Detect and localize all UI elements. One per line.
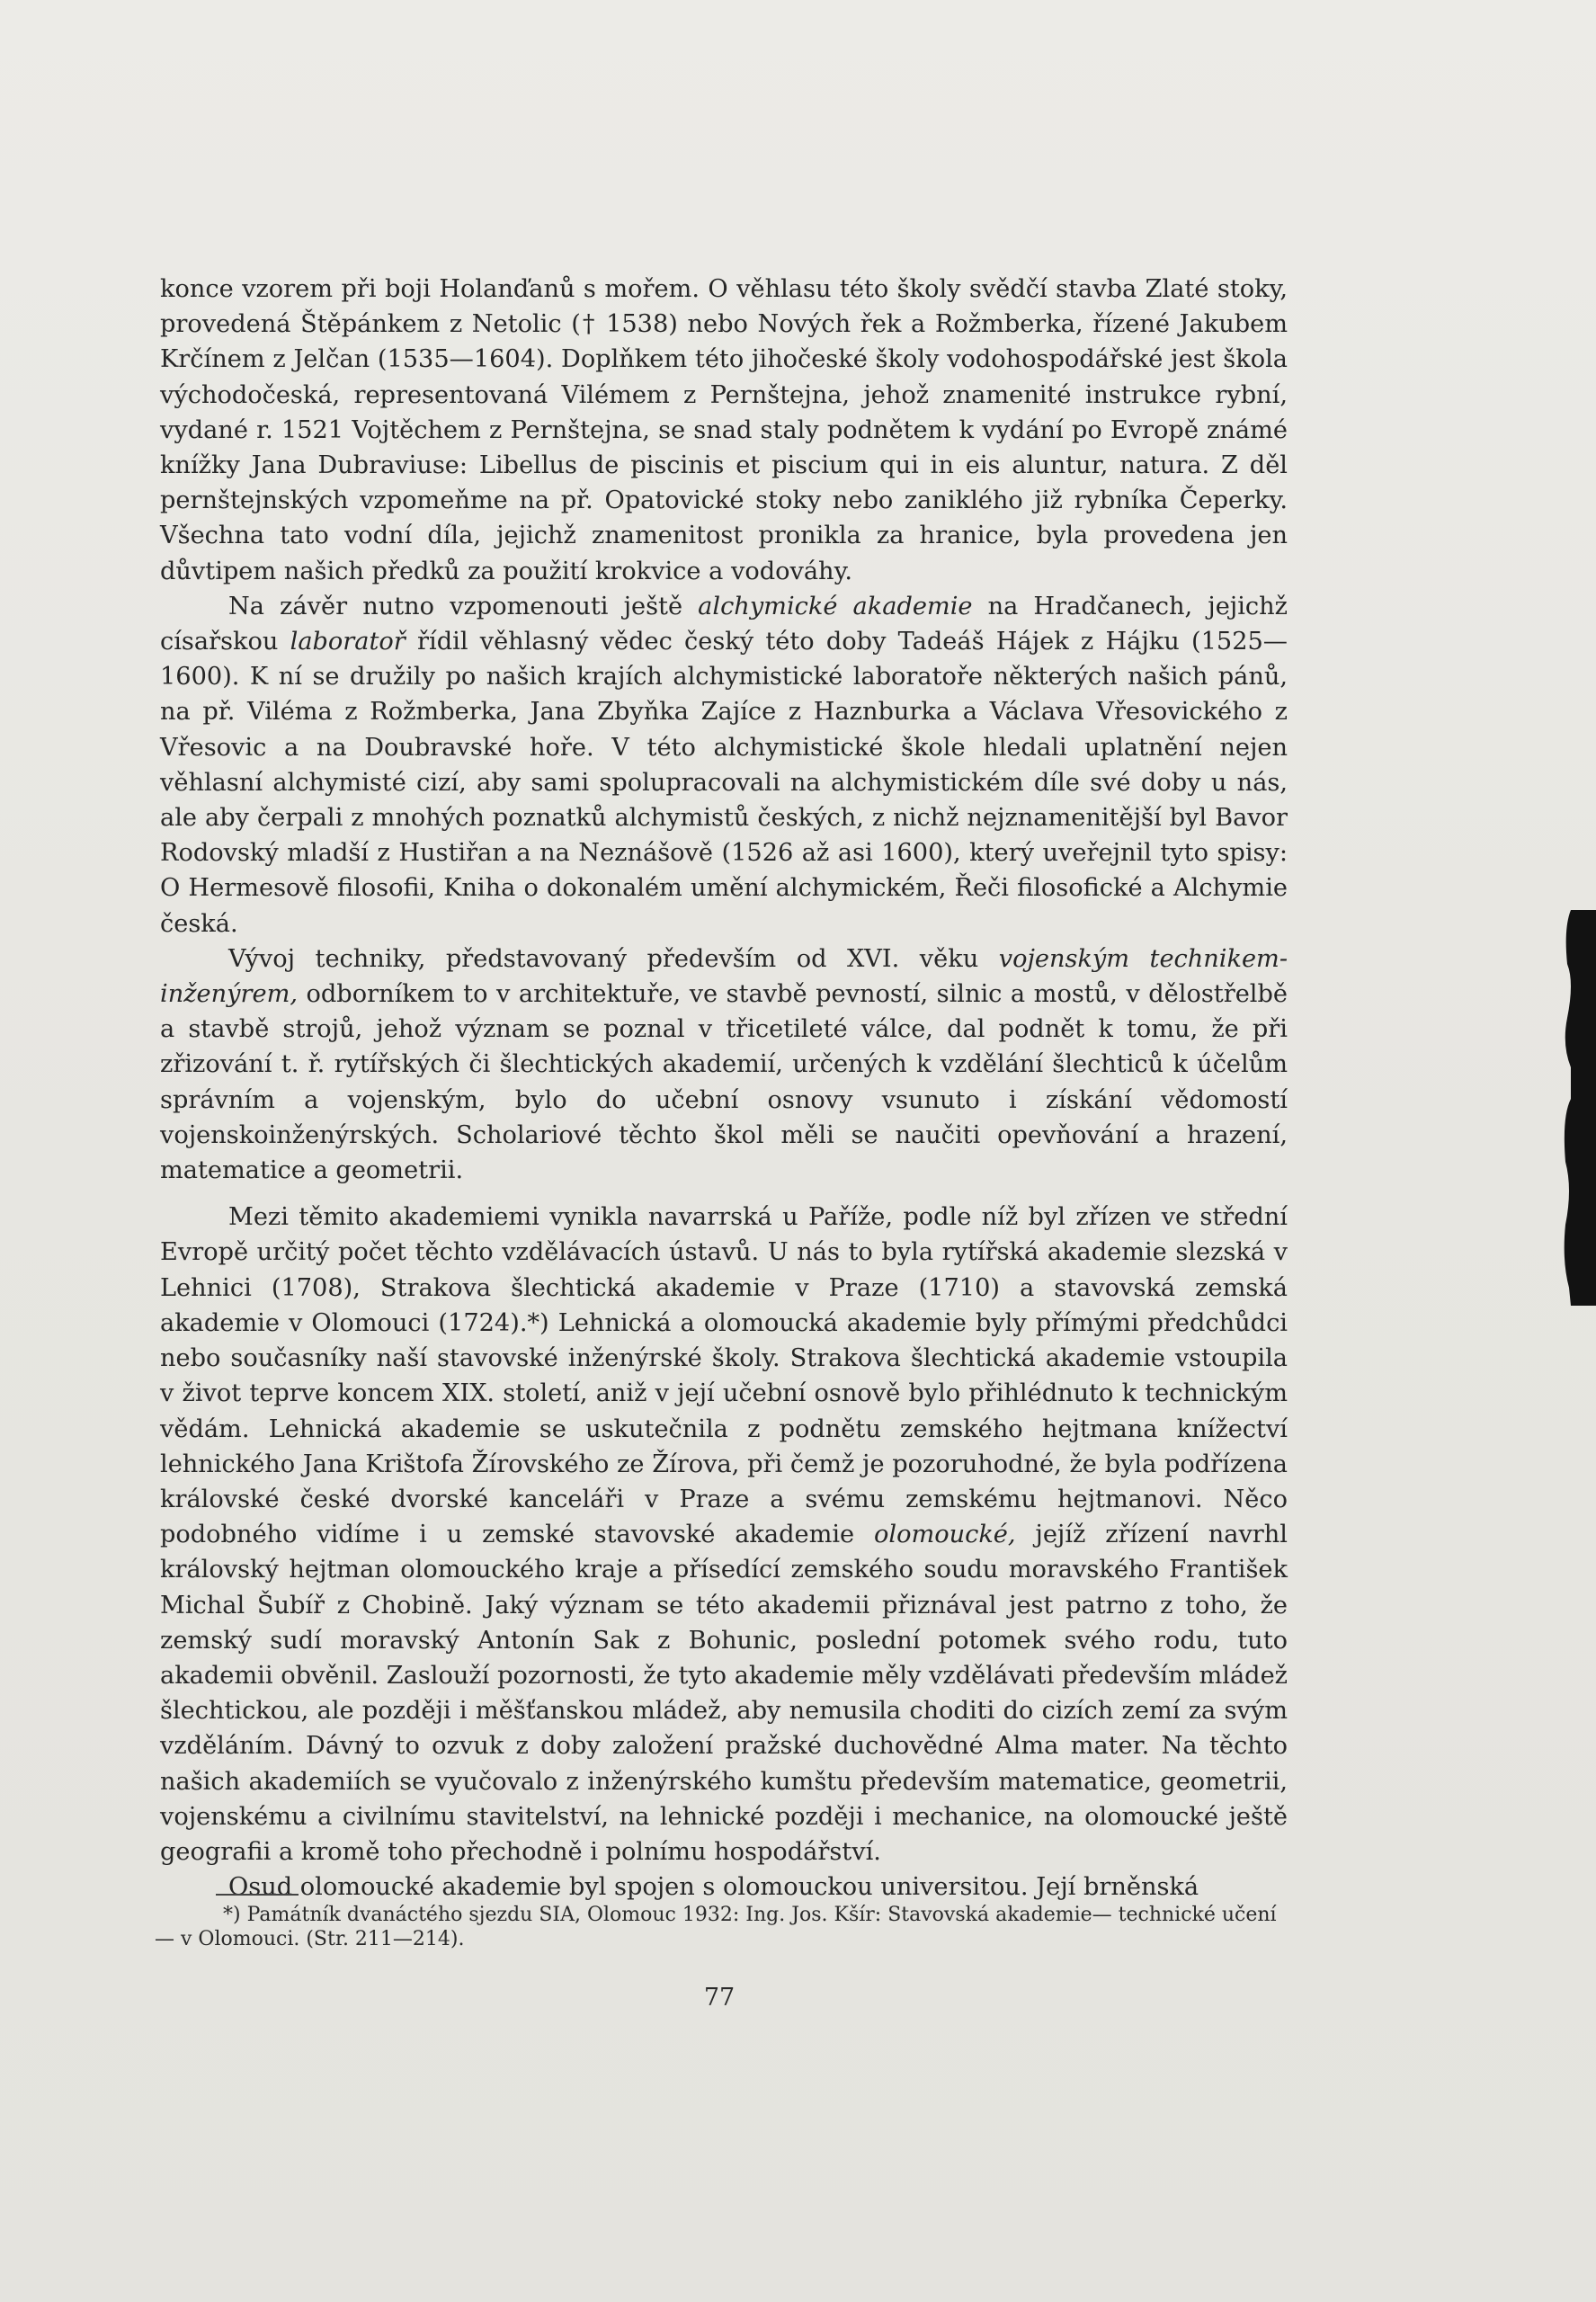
text-run: odborníkem to v architektuře, ve stavbě pevností, silnic a mostů, v dělostřelbě a stavbě strojů, jehož význam se poznal v třicetileté válce, dal podnět k tomu, že při zřizování t. ř. rytířských či šlechtických akademií, určených k vzdělání šlechticů k účelům správním a vojenským, bylo do učební osnovy vsunuto i získání vědomostí vojenskoinženýrských. Scholariové těchto škol měli se naučiti opevňování a hrazení, matematice a geometrii. xyxy=(160,980,1288,1185)
text-run: Vývoj techniky, představovaný především od XVI. věku xyxy=(228,944,999,973)
paragraph xyxy=(160,1869,1288,1905)
text-run: Na závěr nutno vzpomenouti ještě xyxy=(228,592,699,620)
body-text xyxy=(160,272,1288,1905)
text-run: Mezi těmito akademiemi vynikla navarrská u Paříže, podle níž byl zřízen ve střední Evropě určitý počet těchto vzdělávacích ústavů. U nás to byla rytířská akademie slezská v Lehnici (1708), Strakova šlechtická akademie v Praze (1710) a stavovská zemská akademie v Olomouci (1724).*) Lehnická a olomoucká akademie byly přímými předchůdci nebo současníky naší stavovské inženýrské školy. Strakova šlechtická akademie vstoupila v život teprve koncem XIX. století, aniž v její učební osnově bylo přihlédnuto k technickým vědám. Lehnická akademie se uskutečnila z podnětu zemského hejtmana knížectví lehnického Jana Krištofa Žírovského ze Žírova, při čemž je pozoruhodné, že byla podřízena královské české dvorské kanceláři v Praze a svému zemskému hejtmanovi. Něco podobného vidíme i u zemské stavovské akademie xyxy=(160,1203,1288,1549)
text-run: na Hradčanech, jejichž císařskou xyxy=(160,592,1288,656)
italic-text: laboratoř xyxy=(290,628,406,656)
text-run: řídil věhlasný vědec český této doby Tadeáš Hájek z Hájku (1525—1600). K ní se družily po našich krajích alchymistické laboratoře některých našich pánů, na př. Viléma z Rožmberka, Jana Zbyňka Zajíce z Haznburka a Václava Vřesovického z Vřesovic a na Doubravské hoře. V této alchymistické škole hledali uplatnění nejen věhlasní alchymisté cizí, aby sami spolupracovali na alchymistickém díle své doby u nás, ale aby čerpali z mnohých poznatků alchymistů českých, z nichž nejznamenitější byl Bavor Rodovský mladší z Hustiřan a na Neznášově (1526 až asi 1600), který uveřejnil tyto spisy: O Hermesově filosofii, Kniha o dokonalém umění alchymickém, Řeči filosofické a Alchymie česká. xyxy=(160,628,1288,938)
paragraph xyxy=(160,589,1288,941)
footnote-separator xyxy=(216,1894,299,1896)
italic-text: vojenským technikem-inženýrem, xyxy=(160,944,1288,1009)
paragraph xyxy=(160,941,1288,1188)
page-number: 77 xyxy=(703,1984,736,2012)
footnote xyxy=(155,1903,1289,1951)
italic-text: alchymické akademie xyxy=(698,592,973,620)
italic-text: olomoucké, xyxy=(874,1521,1016,1549)
text-run: Osud olomoucké akademie byl spojen s olomouckou universitou. Její brněnská xyxy=(228,1873,1199,1902)
text-run: jejíž zřízení navrhl královský hejtman olomouckého kraje a přísedící zemského soudu moravského František Michal Šubíř z Chobině. Jaký význam se této akademii přiznával jest patrno z toho, že zemský sudí moravský Antonín Sak z Bohunic, poslední potomek svého rodu, tuto akademii obvěnil. Zaslouží pozornosti, že tyto akademie měly vzdělávati především mládež šlechtickou, ale později i měšťanskou mládež, aby nemusila choditi do cizích zemí za svým vzděláním. Dávný to ozvuk z doby založení pražské duchovědné Alma mater. Na těchto našich akademiích se vyučovalo z inženýrského kumštu především matematice, geometrii, vojenskému a civilnímu stavitelství, na lehnické později i mechanice, na olomoucké ještě geografii a kromě toho přechodně i polnímu hospodářství. xyxy=(160,1521,1288,1866)
footnote-text: *) Památník dvanáctého sjezdu SIA, Olomouc 1932: Ing. Jos. Kšír: Stavovská akademie— technické učení — v Olomouci. (Str. 211—214). xyxy=(155,1904,1277,1950)
paragraph xyxy=(160,1200,1288,1869)
text-run: konce vzorem při boji Holanďanů s mořem. O věhlasu této školy svědčí stavba Zlaté stoky, provedená Štěpánkem z Netolic († 1538) nebo Nových řek a Rožmberka, řízené Jakubem Krčínem z Jelčan (1535—1604). Doplňkem této jihočeské školy vodohospodářské jest škola východočeská, representovaná Vilémem z Pernštejna, jehož znamenité instrukce rybní, vydané r. 1521 Vojtěchem z Pernštejna, se snad staly podnětem k vydání po Evropě známé knížky Jana Dubraviuse: Libellus de piscinis et piscium qui in eis aluntur, natura. Z děl pernštejnských vzpomeňme na př. Opatovické stoky nebo zaniklého již rybníka Čeperky. Všechna tato vodní díla, jejichž znamenitost pronikla za hranice, byla provedena jen důvtipem našich předků za použití krokvice a vodováhy. xyxy=(160,275,1288,585)
paragraph xyxy=(160,272,1288,589)
binding-edge xyxy=(1558,910,1596,1306)
